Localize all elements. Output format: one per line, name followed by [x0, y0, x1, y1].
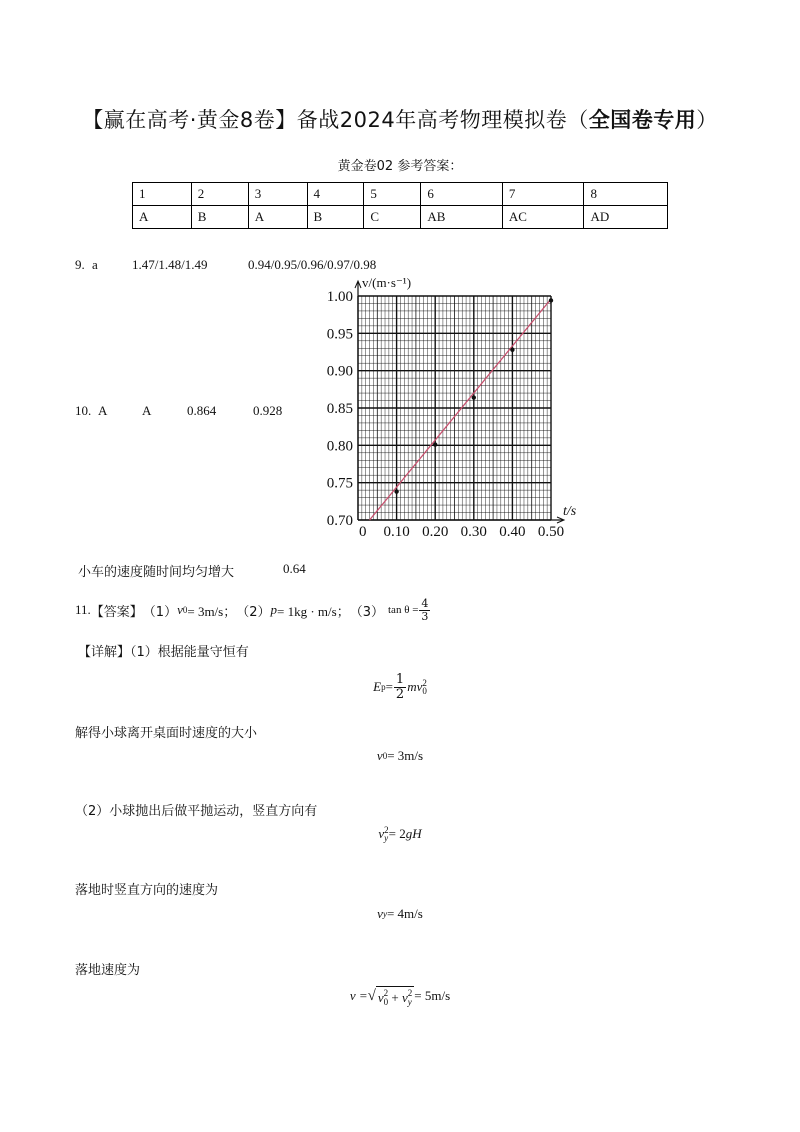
x-tick-label: 0.50 [537, 524, 565, 540]
answer-table-header-row [133, 183, 668, 206]
eq3-rhs: gH [405, 826, 422, 842]
eq3-sup: 2 [384, 825, 389, 835]
title-end: ） [696, 108, 718, 132]
y-tick-label: 0.85 [326, 401, 353, 417]
y-tick-label: 0.70 [326, 513, 353, 529]
table-cell: 2 [191, 183, 248, 206]
q11-answer-line [75, 598, 431, 622]
eq5-a: v [377, 990, 384, 1005]
q11-number: 11. [75, 602, 91, 618]
eq3-val: = 2 [388, 826, 406, 842]
title-text: 【赢在高考·黄金8卷】备战2024年高考物理模拟卷（ [82, 108, 589, 132]
q10-answer-d: 0.928 [253, 403, 283, 418]
answer-table [132, 182, 668, 229]
eq3-sub: y [384, 833, 389, 844]
q11-a1-val: = 3m/s； [187, 603, 237, 619]
equation-2 [0, 748, 800, 764]
table-cell: A [248, 206, 307, 229]
equation-1 [0, 673, 800, 701]
table-cell: B [307, 206, 364, 229]
table-cell: 6 [421, 183, 503, 206]
eq5-val: = 5m/s [414, 988, 451, 1003]
eq5-b-sup: 2 [407, 988, 413, 999]
detail-step-2: 解得小球离开桌面时速度的大小 [75, 726, 258, 741]
equation-4 [0, 906, 800, 922]
eq2-val: = 3m/s [387, 748, 424, 763]
x-tick-label: 0 [359, 524, 367, 540]
x-tick-label: 0.10 [383, 524, 410, 540]
eq3-var: v [378, 826, 385, 842]
x-axis-label: t/s [563, 504, 577, 519]
q9-answer-b: 1.47/1.48/1.49 [132, 257, 208, 272]
answer-table-answer-row [133, 206, 668, 229]
table-cell: 7 [502, 183, 584, 206]
table-cell: 8 [584, 183, 668, 206]
answer-key-subtitle: 黄金卷02 参考答案： [337, 159, 463, 174]
eq5-b-scripts [408, 989, 413, 1005]
page-title [0, 104, 800, 134]
table-cell: AD [584, 206, 668, 229]
detail-step-5: 落地速度为 [75, 963, 141, 978]
eq4-var: v [377, 906, 383, 921]
eq1-sub: p [381, 682, 386, 693]
fraction-denominator: 2 [395, 686, 405, 702]
eq5-b-sub: y [407, 996, 412, 1007]
table-cell: 4 [307, 183, 364, 206]
table-cell: AB [421, 206, 503, 229]
equation-5 [0, 986, 800, 1006]
table-cell: 1 [133, 183, 192, 206]
data-point [472, 395, 476, 399]
y-tick-label: 0.95 [326, 326, 353, 343]
table-cell: C [364, 206, 421, 229]
fraction-numerator: 1 [395, 672, 405, 687]
q10-number: 10. [75, 403, 92, 418]
q11-a3-fraction [419, 598, 430, 622]
eq4-sub: y [382, 909, 387, 919]
q10-answer-b: A [142, 403, 152, 418]
title-bold: 全国卷专用 [588, 108, 697, 132]
q11-a3: tan θ = [388, 604, 419, 617]
data-point [394, 489, 398, 493]
fraction-numerator: 4 [421, 597, 429, 610]
detail-line-1 [78, 641, 249, 660]
eq4-val: = 4m/s [386, 906, 423, 921]
y-tick-label: 0.80 [326, 438, 353, 455]
data-point [510, 348, 514, 352]
eq1-sup: 2 [422, 678, 427, 689]
q10-answer-c: 0.864 [187, 403, 217, 418]
q11-a2-var: p [270, 602, 278, 618]
q11-a1-var: v [177, 602, 183, 618]
q10-value: 0.64 [283, 561, 306, 576]
x-tick-label: 0.20 [422, 524, 449, 540]
y-tick-label: 0.90 [326, 363, 353, 380]
eq5-b: v [402, 990, 408, 1005]
eq2-sub: 0 [382, 751, 388, 761]
eq1-scripts [422, 679, 427, 695]
sqrt-content [376, 986, 414, 1006]
y-axis-label: v/(m·s⁻¹) [362, 275, 412, 290]
sqrt-sign: √ [367, 987, 376, 1004]
table-cell: 3 [248, 183, 307, 206]
detail-step-4: 落地时竖直方向的速度为 [75, 883, 219, 898]
q11-part-2: （2） [236, 604, 271, 620]
x-tick-label: 0.40 [499, 524, 526, 540]
detail-step-1: （1）根据能量守恒有 [130, 645, 249, 660]
eq1-rhs: mv [407, 679, 423, 695]
table-cell: A [133, 206, 192, 229]
q9-number: 9. [75, 257, 85, 272]
eq1-rhs-sub: 0 [422, 686, 427, 697]
data-point [549, 298, 553, 302]
equation-3 [0, 826, 800, 842]
q10-conclusion: 小车的速度随时间均匀增大 [78, 565, 235, 580]
eq5-lhs: v = [349, 988, 368, 1003]
eq5-plus: + [388, 990, 402, 1005]
eq2-var: v [376, 748, 383, 763]
q9-answer-a: a [92, 257, 98, 272]
detail-step-3: （2）小球抛出后做平抛运动，竖直方向有 [75, 804, 318, 819]
table-cell: 5 [364, 183, 421, 206]
q10-answer-a: A [98, 403, 108, 418]
eq1-lhs: E [373, 679, 382, 695]
velocity-time-chart [315, 270, 600, 542]
table-cell: B [191, 206, 248, 229]
eq5-a-sup: 2 [383, 988, 389, 999]
fraction-denominator: 3 [421, 609, 429, 623]
x-tick-label: 0.30 [460, 524, 487, 540]
data-point [433, 442, 437, 446]
q11-part-3: （3） [349, 604, 384, 620]
eq5-a-sub: 0 [383, 996, 389, 1007]
q9-answer-c: 0.94/0.95/0.96/0.97/0.98 [248, 257, 377, 272]
detail-label: 【详解】 [78, 645, 131, 660]
q11-part-1: （1） [142, 604, 178, 620]
table-cell: AC [502, 206, 584, 229]
answer-label: 【答案】 [90, 604, 143, 620]
eq1-fraction [394, 673, 406, 701]
y-tick-label: 0.75 [326, 475, 353, 492]
y-tick-label: 1.00 [326, 289, 353, 305]
q11-a2-val: = 1kg · m/s； [277, 603, 350, 619]
q11-a1-sub: 0 [182, 605, 188, 616]
eq1-equals: = [385, 679, 393, 695]
